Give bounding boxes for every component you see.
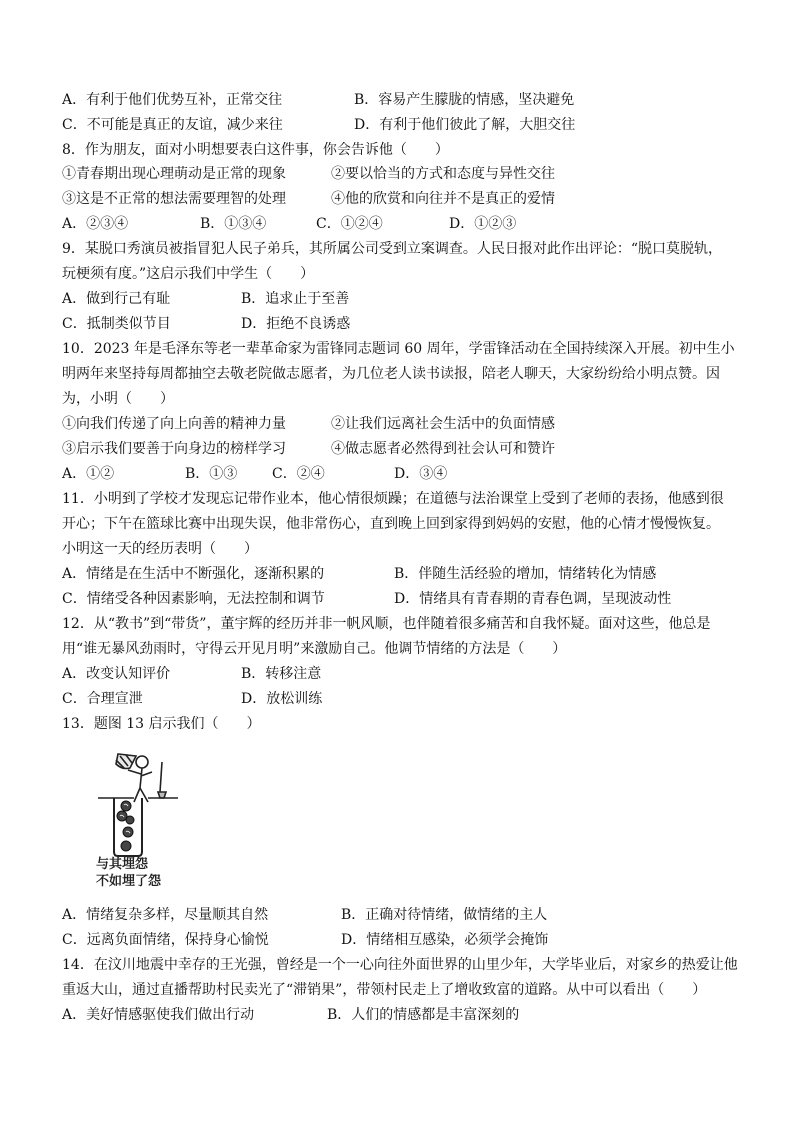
q7-option-c: C．不可能是真正的友谊，减少来往 bbox=[62, 117, 283, 133]
cartoon-caption-line-2: 不如埋了怨 bbox=[96, 874, 162, 889]
q13-option-d: D．情绪相互感染，必须学会掩饰 bbox=[341, 932, 549, 948]
q11-stem-line-3: 小明这一天的经历表明（ ） bbox=[62, 541, 258, 557]
q11-stem-line-2: 开心；下午在篮球比赛中出现失误，他非常伤心，直到晚上回到家得到妈妈的安慰，他的心情才慢慢恢复。 bbox=[62, 516, 720, 532]
q8-statement-3: ③这是不正常的想法需要理智的处理 bbox=[62, 191, 286, 207]
cartoon-caption-line-1: 与其埋怨 bbox=[96, 857, 149, 872]
q10-stem-line-1: 10．2023 年是毛泽东等老一辈革命家为雷锋同志题词 60 周年，学雷锋活动在全国持续深入开展。初中生小 bbox=[62, 341, 735, 357]
q10-option-d: D．③④ bbox=[394, 466, 448, 482]
q8-statement-4: ④他的欣赏和向往并不是真正的爱情 bbox=[331, 191, 555, 207]
q8-statement-2: ②要以恰当的方式和态度与异性交往 bbox=[331, 166, 555, 182]
q14-option-a: A．美好情感驱使我们做出行动 bbox=[62, 1007, 255, 1023]
q7-option-b: B．容易产生朦胧的情感，坚决避免 bbox=[354, 92, 575, 108]
q10-option-b: B．①③ bbox=[185, 466, 238, 482]
q7-option-a: A．有利于他们优势互补，正常交往 bbox=[62, 92, 283, 108]
q10-statement-3: ③启示我们要善于向身边的榜样学习 bbox=[62, 441, 286, 457]
q14-stem-line-2: 重返大山，通过直播帮助村民卖光了“滞销果”，带领村民走上了增收致富的道路。从中可以看出（ ） bbox=[62, 982, 707, 998]
q12-option-c: C．合理宣泄 bbox=[62, 691, 143, 707]
q11-option-b: B．伴随生活经验的增加，情绪转化为情感 bbox=[394, 566, 657, 582]
q12-option-a: A．改变认知评价 bbox=[62, 666, 171, 682]
q8-option-c: C．①②④ bbox=[316, 216, 383, 232]
q8-option-a: A．②③④ bbox=[62, 216, 129, 232]
q12-option-d: D．放松训练 bbox=[241, 691, 323, 707]
cartoon-figure bbox=[78, 748, 188, 858]
q12-option-b: B．转移注意 bbox=[241, 666, 322, 682]
q8-stem: 8．作为朋友，面对小明想要表白这件事，你会告诉他（ ） bbox=[62, 142, 449, 158]
q10-stem-line-3: 为，小明（ ） bbox=[62, 391, 174, 407]
q9-option-b: B．追求止于至善 bbox=[241, 291, 350, 307]
q12-stem-line-1: 12．从“教书”到“带货”，董宇辉的经历并非一帆风顺，也伴随着很多痛苦和自我怀疑。面对这些，他总是 bbox=[62, 616, 711, 632]
q10-statement-2: ②让我们远离社会生活中的负面情感 bbox=[331, 416, 555, 432]
q11-stem-line-1: 11．小明到了学校才发现忘记带作业本，他心情很烦躁；在道德与法治课堂上受到了老师的表扬，他感到很 bbox=[62, 491, 724, 507]
q9-stem-line-1: 9．某脱口秀演员被指冒犯人民子弟兵，其所属公司受到立案调查。人民日报对此作出评论：“脱口莫脱轨， bbox=[62, 241, 723, 257]
q9-option-d: D．拒绝不良诱惑 bbox=[241, 316, 351, 332]
q11-option-a: A．情绪是在生活中不断强化，逐渐积累的 bbox=[62, 566, 325, 582]
q9-option-c: C．抵制类似节目 bbox=[62, 316, 171, 332]
cartoon-caption bbox=[96, 856, 161, 890]
q10-option-a: A．①② bbox=[62, 466, 115, 482]
q10-statement-1: ①向我们传递了向上向善的精神力量 bbox=[62, 416, 286, 432]
q10-stem-line-2: 明两年来坚持每周都抽空去敬老院做志愿者，为几位老人读书读报，陪老人聊天，大家纷纷给小明点赞。因 bbox=[62, 366, 720, 382]
q14-option-b: B．人们的情感都是丰富深刻的 bbox=[327, 1007, 520, 1023]
q13-option-c: C．远离负面情绪，保持身心愉悦 bbox=[62, 932, 269, 948]
q7-option-d: D．有利于他们彼此了解，大胆交往 bbox=[354, 117, 576, 133]
q8-option-d: D．①②③ bbox=[449, 216, 517, 232]
q9-stem-line-2: 玩梗须有度。”这启示我们中学生（ ） bbox=[62, 266, 315, 282]
q13-stem: 13．题图 13 启示我们（ ） bbox=[62, 716, 261, 732]
q14-stem-line-1: 14．在汶川地震中幸存的王光强，曾经是一个一心向往外面世界的山里少年，大学毕业后，对家乡的热爱让他 bbox=[62, 957, 738, 973]
q11-option-d: D．情绪具有青春期的青春色调，呈现波动性 bbox=[394, 591, 672, 607]
q10-option-c: C．②④ bbox=[272, 466, 325, 482]
q12-stem-line-2: 用“谁无暴风劲雨时，守得云开见月明”来激励自己。他调节情绪的方法是（ ） bbox=[62, 641, 567, 657]
q8-option-b: B．①③④ bbox=[200, 216, 267, 232]
q10-statement-4: ④做志愿者必然得到社会认可和赞许 bbox=[331, 441, 555, 457]
q9-option-a: A．做到行己有耻 bbox=[62, 291, 171, 307]
q11-option-c: C．情绪受各种因素影响，无法控制和调节 bbox=[62, 591, 325, 607]
q8-statement-1: ①青春期出现心理萌动是正常的现象 bbox=[62, 166, 286, 182]
q13-option-a: A．情绪复杂多样，尽量顺其自然 bbox=[62, 907, 269, 923]
q13-option-b: B．正确对待情绪，做情绪的主人 bbox=[341, 907, 548, 923]
